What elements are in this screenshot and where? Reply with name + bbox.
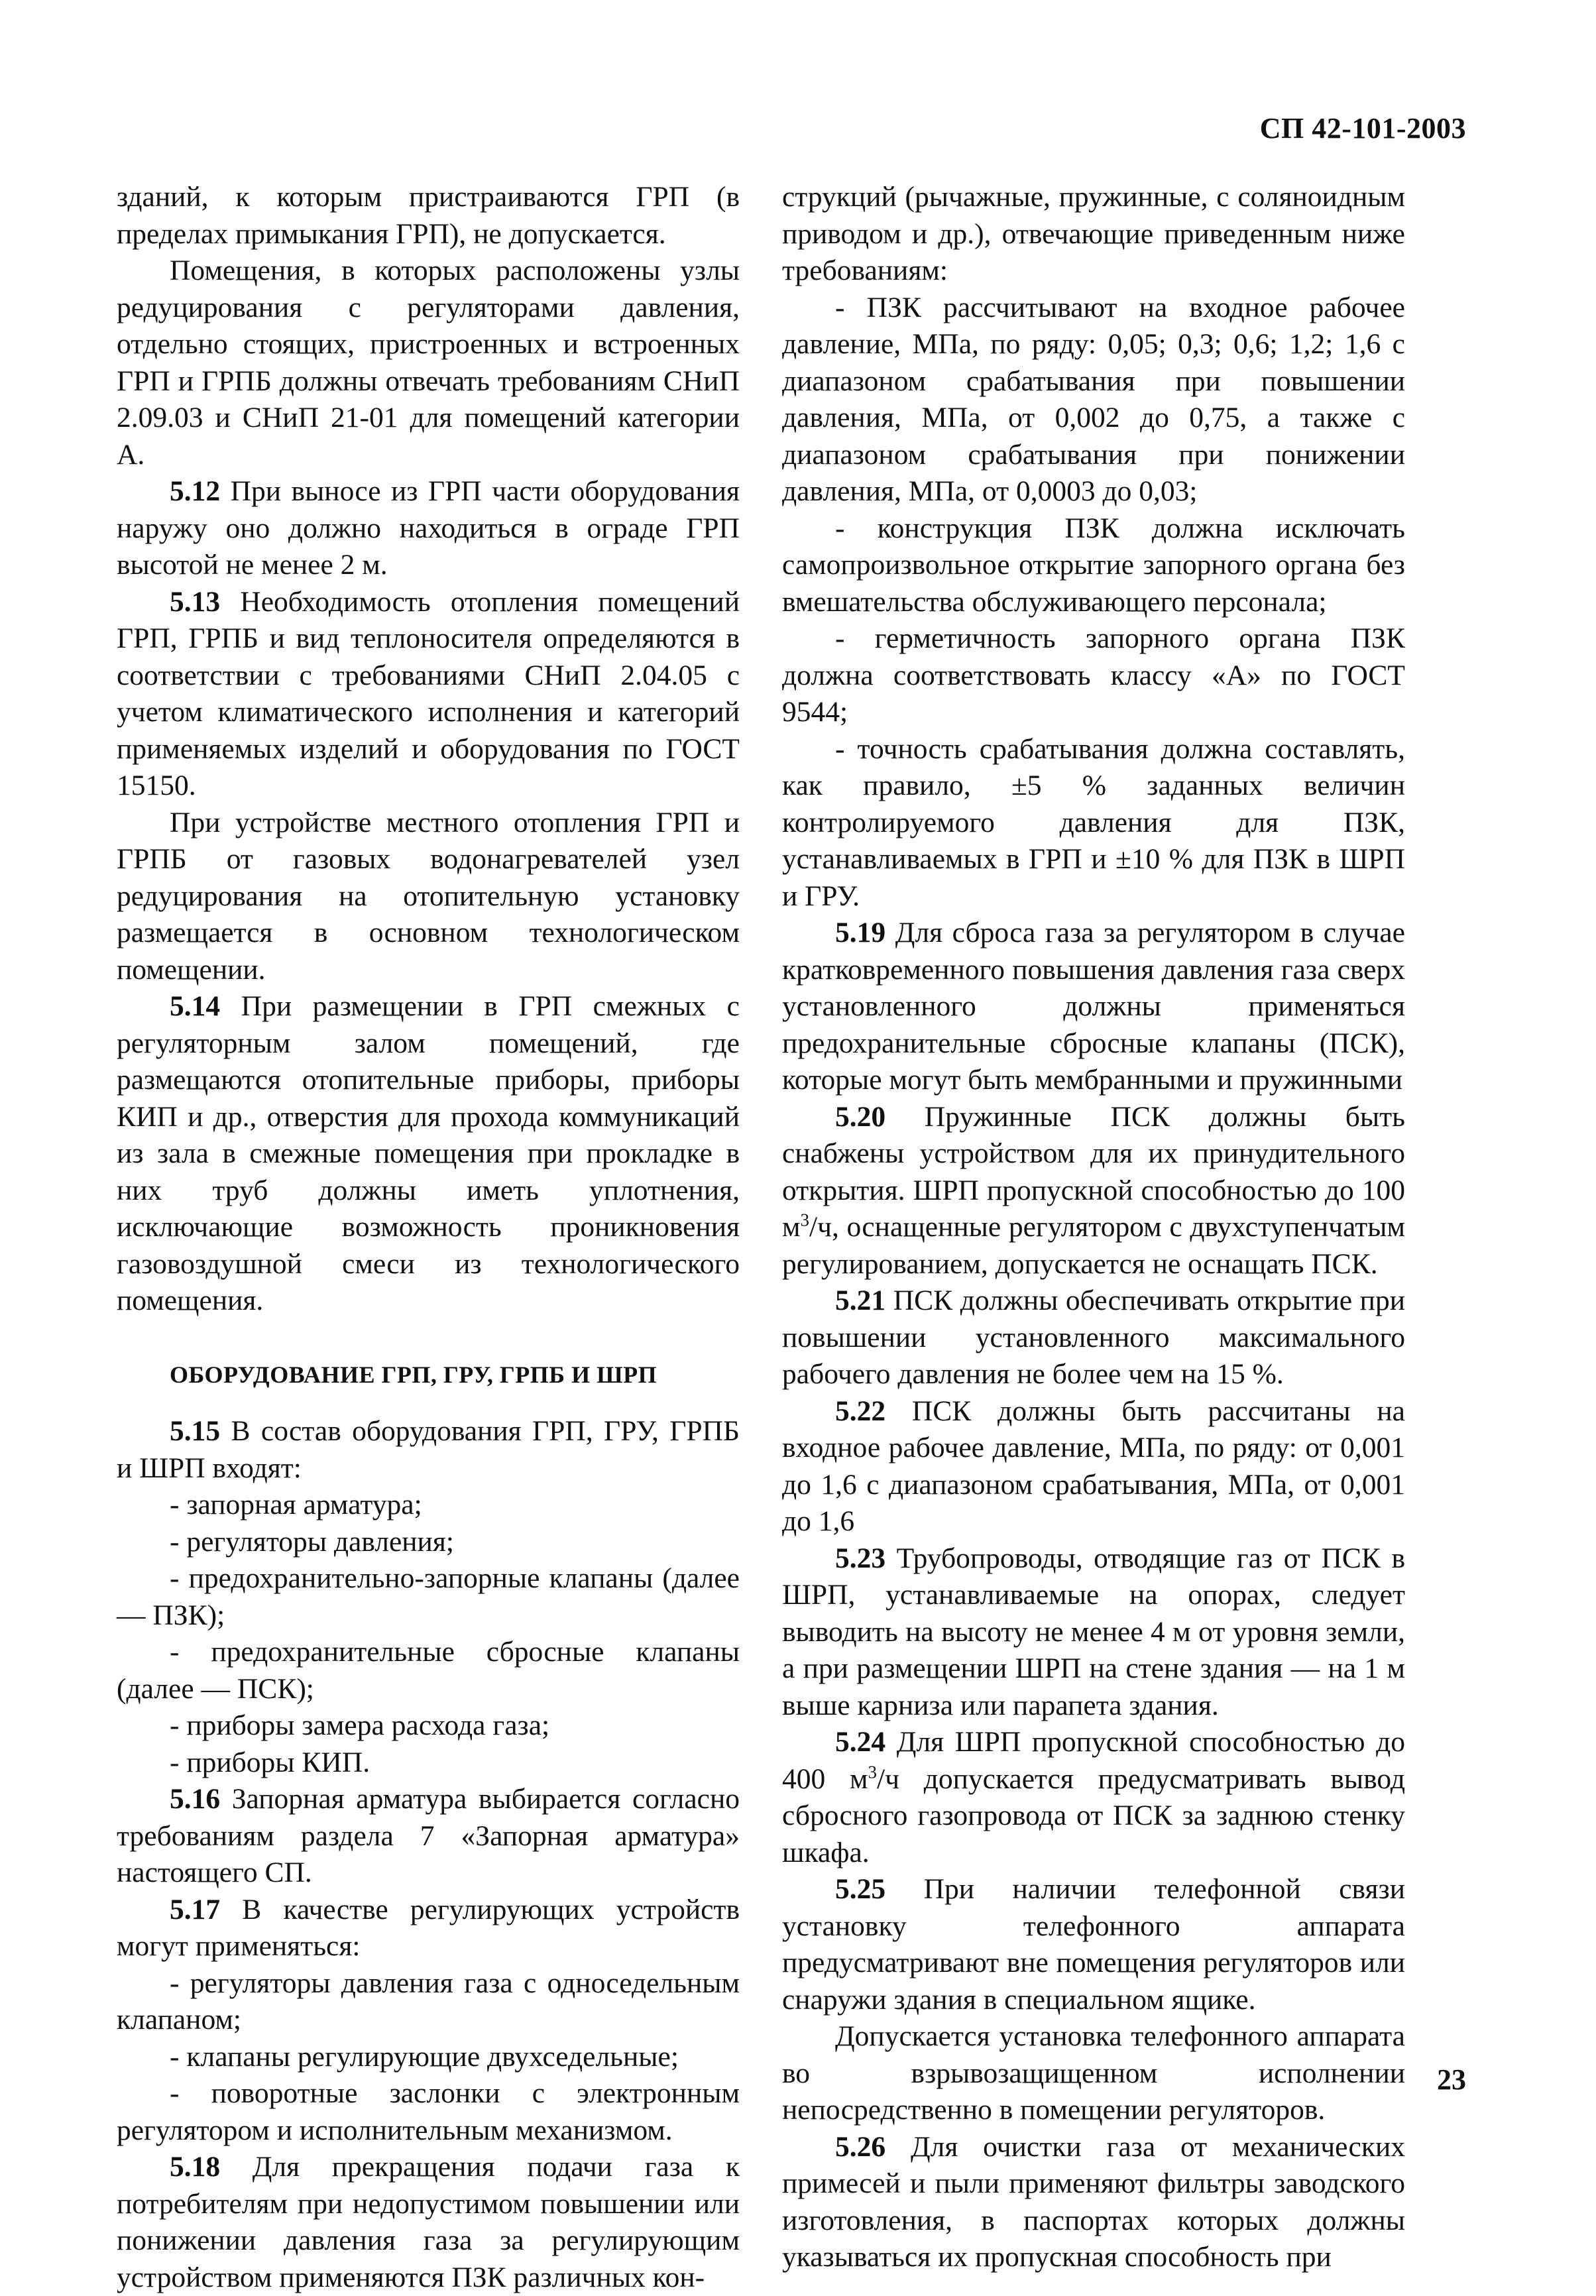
clause-5-20	[782, 1099, 1405, 1283]
list-item: - клапаны регулирующие двухседельные;	[170, 2040, 679, 2073]
list-item: - точность срабатывания должна составлять, как правило, ±5 % заданных величин контролируемого давления для ПЗК, устанавливаемых в ГРП и ±10 % для ПЗК в ШРП и ГРУ.	[782, 732, 1405, 912]
clause-number: 5.12	[170, 475, 221, 507]
clause-5-13	[117, 584, 740, 805]
paragraph: Помещения, в которых расположены узлы редуцирования с регуляторами давления, отдельно стоящих, пристроенных и встроенных ГРП и ГРПБ должны отвечать требованиям СНиП 2.09.03 и СНиП 21-01 для помещений категории А.	[117, 255, 740, 471]
list-item: - конструкция ПЗК должна исключать самопроизвольное открытие запорного органа без вмешательства обслуживающего персонала;	[782, 512, 1405, 618]
clause-text: Необходимость отопления помещений ГРП, ГРПБ и вид теплоносителя определяются в соответствии с требованиями СНиП 2.04.05 с учетом климатического исполнения и категорий применяемых изделий и оборудования по ГОСТ 15150.	[117, 585, 740, 801]
clause-5-18	[117, 2149, 740, 2296]
clause-number: 5.24	[835, 1726, 886, 1758]
clause-text: В качестве регулирующих устройств могут применяться:	[117, 1893, 740, 1962]
list-item: - поворотные заслонки с электронным регулятором и исполнительным механизмом.	[117, 2077, 740, 2146]
clause-number: 5.19	[835, 917, 886, 948]
clause-5-23	[782, 1540, 1405, 1725]
page-number: 23	[1437, 2063, 1466, 2096]
clause-number: 5.18	[170, 2151, 221, 2183]
clause-text: При наличии телефонной связи установку телефонного аппарата предусматривают вне помещения регуляторов или снаружи здания в специальном ящике.	[782, 1873, 1405, 2016]
clause-text: Трубопроводы, отводящие газ от ПСК в ШРП, устанавливаемые на опорах, следует выводить на высоту не менее 4 м от уровня земли, а при размещении ШРП на стене здания — на 1 м выше карниза или парапета здания.	[782, 1542, 1405, 1721]
left-column	[117, 179, 740, 2296]
document-code: СП 42-101-2003	[1259, 112, 1466, 144]
clause-number: 5.20	[835, 1100, 886, 1133]
clause-text: ПСК должны обеспечивать открытие при повышении установленного максимального рабочего давления не более чем на 15 %.	[782, 1285, 1405, 1390]
paragraph: зданий, к которым пристраиваются ГРП (в пределах примыкания ГРП), не допускается.	[117, 181, 740, 250]
clause-5-19	[782, 915, 1405, 1099]
superscript: 3	[800, 1210, 810, 1230]
clause-number: 5.16	[170, 1783, 221, 1815]
list-item: - герметичность запорного органа ПЗК должна соответствовать классу «А» по ГОСТ 9544;	[782, 622, 1405, 728]
clause-text: ПСК должны быть рассчитаны на входное рабочее давление, МПа, по ряду: от 0,001 до 1,6 с диапазоном срабатывания, МПа, от 0,001 до 1,6	[782, 1395, 1405, 1537]
clause-number: 5.21	[835, 1285, 886, 1316]
clause-text: /ч допускается предусматривать вывод сбросного газопровода от ПСК за заднюю стенку шкафа.	[782, 1762, 1406, 1868]
list-item: - приборы КИП.	[170, 1746, 370, 1778]
clause-text: Для ШРП пропускной способностью до 400 м	[782, 1726, 1405, 1795]
clause-number: 5.22	[835, 1395, 886, 1427]
paragraph: Допускается установка телефонного аппарата во взрывозащищенном исполнении непосредственно в помещении регуляторов.	[782, 2020, 1405, 2126]
paragraph: При устройстве местного отопления ГРП и ГРПБ от газовых водонагревателей узел редуцирования на отопительную установку размещается в основном технологическом помещении.	[117, 806, 740, 986]
clause-number: 5.25	[835, 1873, 886, 1905]
clause-number: 5.23	[835, 1542, 886, 1574]
clause-text: Для сброса газа за регулятором в случае кратковременного повышения давления газа сверх установленного должны применяться предохранительные сбросные клапаны (ПСК), которые могут быть мембранными и пружинными	[782, 917, 1405, 1096]
clause-5-24	[782, 1724, 1405, 1871]
clause-5-26	[782, 2129, 1405, 2276]
list-item: - ПЗК рассчитывают на входное рабочее давление, МПа, по ряду: 0,05; 0,3; 0,6; 1,2; 1,6 с диапазоном срабатывания при повышении давления, МПа, от 0,002 до 0,75, а также с диапазоном срабатывания при понижении давления, МПа, от 0,0003 до 0,03;	[782, 291, 1405, 507]
clause-text: Пружинные ПСК должны быть снабжены устройством для их принудительного открытия. ШРП пропускной способностью до 100 м	[782, 1100, 1405, 1243]
clause-text: В состав оборудования ГРП, ГРУ, ГРПБ и ШРП входят:	[117, 1415, 740, 1484]
clause-number: 5.13	[170, 585, 221, 618]
clause-5-21	[782, 1283, 1405, 1393]
clause-text: При выносе из ГРП части оборудования наружу оно должно находиться в ограде ГРП высотой не менее 2 м.	[117, 475, 740, 581]
section-title: ОБОРУДОВАНИЕ ГРП, ГРУ, ГРПБ И ШРП	[170, 1361, 657, 1388]
clause-text: /ч, оснащенные регулятором с двухступенчатым регулированием, допускается не оснащать ПСК.	[782, 1211, 1405, 1280]
clause-5-14	[117, 988, 740, 1320]
clause-5-17	[117, 1892, 740, 1965]
right-column	[782, 179, 1405, 2276]
paragraph: струкций (рычажные, пружинные, с соляноидным приводом и др.), отвечающие приведенным ниже требованиям:	[782, 181, 1405, 286]
list-item: - предохранительные сбросные клапаны (далее — ПСК);	[117, 1636, 740, 1705]
clause-text: Запорная арматура выбирается согласно требованиям раздела 7 «Запорная арматура» настоящего СП.	[117, 1783, 740, 1888]
clause-number: 5.14	[170, 990, 221, 1022]
clause-5-15	[117, 1413, 740, 1487]
clause-text: Для прекращения подачи газа к потребителям при недопустимом повышении или понижении давления газа за регулирующим устройством применяются ПЗК различных кон-	[117, 2151, 740, 2293]
clause-5-22	[782, 1393, 1405, 1540]
list-item: - запорная арматура;	[170, 1489, 422, 1521]
clause-number: 5.15	[170, 1415, 221, 1447]
list-item: - регуляторы давления;	[170, 1525, 454, 1558]
list-item: - предохранительно-запорные клапаны (далее — ПЗК);	[117, 1562, 740, 1631]
list-item: - регуляторы давления газа с односедельным клапаном;	[117, 1967, 740, 2036]
clause-text: При размещении в ГРП смежных с регуляторным залом помещений, где размещаются отопительные приборы, приборы КИП и др., отверстия для прохода коммуникаций из зала в смежные помещения при прокладке в них труб должны иметь уплотнения, исключающие возможность проникновения газовоздушной смеси из технологического помещения.	[117, 990, 740, 1316]
clause-5-25	[782, 1871, 1405, 2018]
clause-5-16	[117, 1781, 740, 1892]
superscript: 3	[868, 1762, 878, 1782]
list-item: - приборы замера расхода газа;	[170, 1709, 550, 1741]
clause-text: Для очистки газа от механических примесей и пыли применяют фильтры заводского изготовления, в паспортах которых должны указываться их пропускная способность при	[782, 2130, 1405, 2273]
clause-number: 5.17	[170, 1893, 221, 1925]
clause-number: 5.26	[835, 2130, 886, 2163]
clause-5-12	[117, 473, 740, 584]
